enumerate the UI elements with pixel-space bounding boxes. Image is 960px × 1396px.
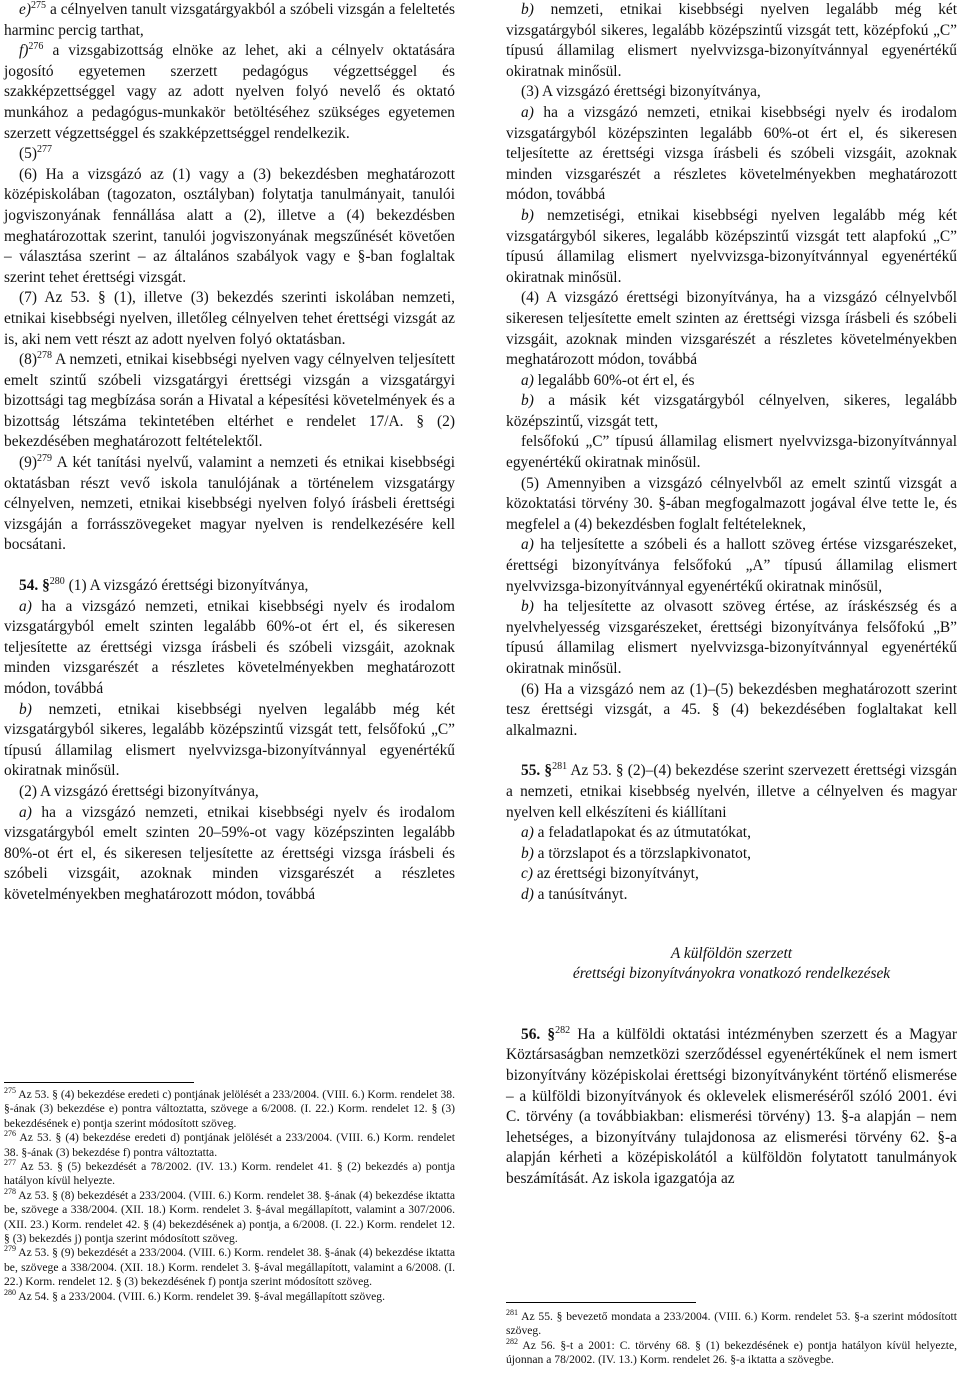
footnote-ref[interactable]: 276 <box>28 41 44 53</box>
section-55 <box>506 761 957 823</box>
section-number: 55. § <box>521 762 553 780</box>
paragraph-7: (7) Az 53. § (1), illetve (3) bekezdés szerinti iskolában nemzeti, etnikai kisebbségi nyelven, illetőleg célnyelven tehet érettségi vizsgát az is, aki nem vett részt az adott nyelven folyó oktatásban. <box>4 289 455 348</box>
paragraph-f <box>4 41 455 144</box>
item-text: a feladatlapokat és az útmutatókat, <box>533 824 751 842</box>
footnote <box>4 1287 455 1304</box>
section-56 <box>506 1025 957 1190</box>
item-b <box>506 844 957 865</box>
footnote <box>506 1310 957 1339</box>
item-lead: b) <box>521 392 534 410</box>
footnote-ref[interactable]: 280 <box>49 575 65 587</box>
footnote-text: Az 55. § bevezető mondata a 233/2004. (VIII. 6.) Korm. rendelet 53. §-a szerint módosított szöveg. <box>506 1310 957 1338</box>
footnote-number: 278 <box>4 1186 16 1196</box>
item-lead: e) <box>19 1 31 18</box>
item-text: ha a vizsgázó nemzeti, etnikai kisebbségi nyelv és irodalom vizsgatárgyból emelt szinten legalább 60%-ot ért el, és sikeresen teljesítette az érettségi vizsga írásbeli és szóbeli vizsgáit, azoknak minden vizsgarészét a részletes követelményekben meghatározott módon, továbbá <box>4 597 455 697</box>
footnotes-left <box>4 1088 455 1304</box>
item-lead: b) <box>521 206 534 224</box>
footnote-divider <box>4 1082 194 1083</box>
item-text: a tanúsítványt. <box>533 885 628 903</box>
footnote-text: Az 56. §-t a 2001: C. törvény 68. § (1) bekezdésének e) pontja hatályon kívül helyezte, újonnan a 78/2002. (IV. 13.) Korm. rendelet 26. §-a iktatta a szövegbe. <box>506 1338 957 1367</box>
paragraph-text: a vizsgabizottság elnöke az lehet, aki a célnyelv oktatására jogosító egyetemen szerzett pedagógus végzettséggel és szakképzettséggel vagy az adott nyelven folyó nevelő és oktató munkához a pedagógus-munkakör betöltéséhez szükséges egyetemen szerzett végzettséggel és szakképzettséggel rendelkezik. <box>4 42 455 142</box>
section-54 <box>4 576 455 597</box>
footnote-number: 279 <box>4 1244 16 1254</box>
right-column <box>506 0 957 1189</box>
paragraph-54-6: (6) Ha a vizsgázó nem az (1)–(5) bekezdésben meghatározott szerint tesz érettségi vizsgát, a 45. § (4) bekezdésében foglaltakat kell alkalmazni. <box>506 680 957 739</box>
footnote-number: 277 <box>4 1158 16 1168</box>
item-lead: b) <box>521 844 534 862</box>
item-lead: f) <box>19 42 29 60</box>
item-text: az érettségi bizonyítványt, <box>532 865 699 883</box>
paragraph-number: (9) <box>19 454 37 472</box>
item-a <box>4 597 455 700</box>
item-a <box>4 803 455 906</box>
item-lead: a) <box>19 803 32 821</box>
item-text: nemzeti, etnikai kisebbségi nyelven legalább még két vizsgatárgyból sikeres, legalább középszintű vizsgát tett, felsőfokú „C” típusú államilag elismert nyelvvizsga-bizonyítvánnyal egyenértékű okiratnak minősül. <box>4 700 455 780</box>
paragraph-text: Az 53. § (2)–(4) bekezdése szerint szervezett érettségi vizsgán a nemzeti, etnikai kisebbség nyelvén, illetve a célnyelven és magyar nyelven kell elkészíteni és kiállítani <box>506 762 957 821</box>
item-d <box>506 885 957 906</box>
item-a <box>506 823 957 844</box>
footnote <box>4 1246 455 1289</box>
paragraph-text: (1) A vizsgázó érettségi bizonyítványa, <box>64 577 309 595</box>
paragraph-54-2: (2) A vizsgázó érettségi bizonyítványa, <box>19 782 259 800</box>
footnote-text: Az 53. § (4) bekezdése eredeti c) pontjának jelölését a 233/2004. (VIII. 6.) Korm. rendelet 38. §-ának (3) bekezdése e) pontra változtatta, szövege a 6/2008. (I. 22.) Korm. rendelet 12. § (3) bekezdésének e) pontja szerint módosított szöveg. <box>4 1088 455 1130</box>
item-text: ha teljesítette az olvasott szöveg értése, az íráskészség és a nyelvhelyesség vizsgarészeket, érettségi bizonyítványa felsőfokú „B” típusú államilag elismert nyelvvizsga-bizonyítvánnyal egyenértékű okiratnak minősül. <box>506 598 957 677</box>
item-a <box>506 371 957 392</box>
paragraph-5 <box>4 144 455 165</box>
footnote <box>506 1336 957 1368</box>
paragraph-e <box>4 0 455 41</box>
item-lead: d) <box>521 885 534 903</box>
item-lead: b) <box>521 598 534 616</box>
paragraph-54-5: (5) Amennyiben a vizsgázó célnyelvből az emelt szintű vizsgát a közoktatási törvény 30. §-ában megfogalmazott jogával élve tette le, és megfelel a (4) bekezdésben foglalt feltételeknek, <box>506 474 957 533</box>
footnote-text: Az 53. § (5) bekezdését a 78/2002. (IV. 13.) Korm. rendelet 41. § (2) bekezdés a) pontja hatályon kívül helyezte. <box>4 1160 455 1188</box>
footnote-number: 276 <box>4 1129 16 1139</box>
footnote <box>4 1131 455 1160</box>
paragraph-8 <box>4 350 455 453</box>
left-column <box>4 0 455 906</box>
item-text: nemzeti, etnikai kisebbségi nyelven legalább még két vizsgatárgyból sikeres, legalább középszintű vizsgát tett, középfokú „C” típusú államilag elismert nyelvvizsga-bizonyítvánnyal egyenértékű okiratnak minősül. <box>506 1 957 80</box>
footnote-text: Az 53. § (4) bekezdése eredeti d) pontjának jelölését a 233/2004. (VIII. 6.) Korm. rendelet 38. §-ának (3) bekezdése f) pontra változtatta. <box>4 1131 455 1159</box>
item-c <box>506 864 957 885</box>
paragraph-54-3: (3) A vizsgázó érettségi bizonyítványa, <box>521 83 761 101</box>
item-b <box>506 206 957 288</box>
item-a <box>506 535 957 597</box>
paragraph-54-4: (4) A vizsgázó érettségi bizonyítványa, ha a vizsgázó célnyelvből sikeresen teljesítette emelt szinten az érettségi vizsga írásbeli és szóbeli vizsgáit, azoknak minden vizsgarészét a részletes követelményekben meghatározott módon, továbbá <box>506 289 957 369</box>
footnote-text: Az 53. § (8) bekezdését a 233/2004. (VIII. 6.) Korm. rendelet 38. §-ának (4) bekezdése iktatta be, szövege a 338/2004. (XII. 18.) Korm. rendelet 3. §-ával megállapított, valamint a 307/2006. (XII. 23.) Korm. rendelet 42. § (4) bekezdésének a) pontja, a 6/2008. (I. 22.) Korm. rendelet 12. § (3) bekezdés j) pontja szerint módosított szöveg. <box>4 1188 455 1246</box>
item-text: nemzetiségi, etnikai kisebbségi nyelven legalább még két vizsgatárgyból sikeres, legalább középszintű vizsgát tett alapfokú „C” típusú államilag elismert nyelvvizsga-bizonyítvánnyal egyenértékű okiratnak minősül. <box>506 206 957 286</box>
footnote-number: 275 <box>4 1086 16 1096</box>
footnote-number: 281 <box>506 1308 518 1318</box>
section-heading: A külföldön szerzett <box>670 944 793 962</box>
paragraph-number: (5) <box>19 145 37 163</box>
item-a <box>506 103 957 206</box>
paragraph-text: A két tanítási nyelvű, valamint a nemzeti és etnikai kisebbségi oktatásban részt vevő iskola tanulójának a történelem vizsgatárgy célnyelven, nemzeti, etnikai kisebbségi nyelven folyó írásbeli érettségi vizsgáján a forrásszövegeket magyar nyelven is rendelkezésére kell bocsátani. <box>4 454 455 554</box>
paragraph-number: (8) <box>19 351 37 369</box>
item-b <box>506 0 957 82</box>
item-lead: a) <box>521 824 534 842</box>
item-text: a törzslapot és a törzslapkivonatot, <box>533 844 751 862</box>
footnote <box>4 1088 455 1131</box>
item-text: legalább 60%-ot ért el, és <box>533 371 695 389</box>
item-lead: a) <box>521 371 534 389</box>
footnote-ref[interactable]: 275 <box>30 0 46 11</box>
item-lead: a) <box>521 103 534 121</box>
section-heading: érettségi bizonyítványokra vonatkozó rendelkezések <box>572 965 891 983</box>
footnote-number: 280 <box>4 1287 16 1297</box>
paragraph-text: A nemzeti, etnikai kisebbségi nyelven vagy célnyelven teljesített emelt szintű szóbeli vizsgatárgyi érettségi vizsgán a vizsgatárgyi bizottsági tag megbízása során a Hivatal a képesítési követelmények és a bizottság létszáma tekintetében eltérhet e rendelet 17/A. § (2) bekezdésében meghatározott feltételektől. <box>4 351 455 451</box>
item-lead: a) <box>19 597 32 615</box>
item-text: a másik két vizsgatárgyból célnyelven, sikeres, legalább középszintű, vizsgát tett, <box>506 392 957 430</box>
paragraph-6: (6) Ha a vizsgázó az (1) vagy a (3) bekezdésben meghatározott középiskolában (tagozaton, osztályban) folytatja tanulmányait, tanulói jogviszonyának fennállása alatt a (2), illetve a (4) bekezdésben meghatározottak szerint, tanulói jogviszonyának megszűnését követően – választása szerint – az általános szabályok vagy e §-ban foglaltak szerint tehet érettségi vizsgát. <box>4 165 455 286</box>
footnote-number: 282 <box>506 1336 518 1346</box>
footnote-ref[interactable]: 281 <box>552 761 568 773</box>
item-text: ha teljesítette a szóbeli és a hallott szöveg értése vizsgarészeket, érettségi bizonyítványa felsőfokú „A” típusú államilag elismert nyelvvizsga-bizonyítvánnyal egyenértékű okiratnak minősül, <box>506 536 957 595</box>
paragraph-9 <box>4 453 455 556</box>
footnote-ref[interactable]: 278 <box>36 349 52 361</box>
item-lead: c) <box>521 865 533 883</box>
paragraph-text: Ha a külföldi oktatási intézményben szerzett és a Magyar Köztársaságban nemzetközi szerződéssel egyenértékűnek el nem ismert bizonyítvány középiskolai érettségi bizonyítványként történő elismerése – a külföldi bizonyítványok és oklevelek elismeréséről szóló 2001. évi C. törvény (a továbbiakban: elismerési törvény) 13. §-a alapján – nem lehetséges, a bizonyítvány tulajdonosa az elismerési törvény 62. §-a alapján kérheti a középiskolától a külföldön folytatott tanulmányok beszámítását. Az iskola igazgatója az <box>506 1025 958 1187</box>
item-b <box>4 700 455 782</box>
paragraph-text: a célnyelven tanult vizsgatárgyakból a szóbeli vizsgán a feleltetés harminc percig tarthat, <box>4 1 455 39</box>
footnote-divider <box>506 1302 696 1303</box>
footnote <box>4 1160 455 1189</box>
footnote-ref[interactable]: 279 <box>36 452 52 464</box>
item-b <box>506 391 957 432</box>
footnote-text: Az 53. § (9) bekezdését a 233/2004. (VIII. 6.) Korm. rendelet 38. §-ának (4) bekezdése iktatta be, szövege a 338/2004. (XII. 18.) Korm. rendelet 3. §-ával megállapított, valamint a 6/2008. (I. 22.) Korm. rendelet 12. § (3) bekezdésének f) pontja szerint módosított szöveg. <box>4 1246 455 1289</box>
section-number: 56. § <box>521 1025 556 1043</box>
footnote <box>4 1186 455 1247</box>
item-text: ha a vizsgázó nemzeti, etnikai kisebbségi nyelv és irodalom vizsgatárgyból emelt szinten 20–59%-ot vagy középszinten legalább 80%-ot ért el, és sikeresen teljesítette az érettségi vizsga írásbeli és szóbeli vizsgáit, azoknak minden vizsgarészét a részletes követelményekben meghatározott módon, továbbá <box>4 803 455 903</box>
item-lead: a) <box>521 536 534 554</box>
section-number: 54. § <box>19 577 50 595</box>
item-b <box>506 597 957 679</box>
footnote-text: Az 54. § a 233/2004. (VIII. 6.) Korm. rendelet 39. §-ával megállapított szöveg. <box>16 1289 385 1303</box>
item-lead: b) <box>521 1 534 18</box>
item-text: ha a vizsgázó nemzeti, etnikai kisebbségi nyelv és irodalom vizsgatárgyból középszinten legalább 60%-ot ért el, és sikeresen teljesítette az érettségi vizsga írásbeli és szóbeli vizsgáit, azoknak minden vizsgarészét a részletes követelményekben meghatározott módon, továbbá <box>506 103 957 204</box>
paragraph-text: felsőfokú „C” típusú államilag elismert nyelvvizsga-bizonyítvánnyal egyenértékű okiratnak minősül. <box>506 433 957 472</box>
footnote-ref[interactable]: 282 <box>555 1024 571 1036</box>
footnotes-right <box>506 1310 957 1368</box>
item-lead: b) <box>19 700 32 718</box>
footnote-ref[interactable]: 277 <box>36 144 52 156</box>
